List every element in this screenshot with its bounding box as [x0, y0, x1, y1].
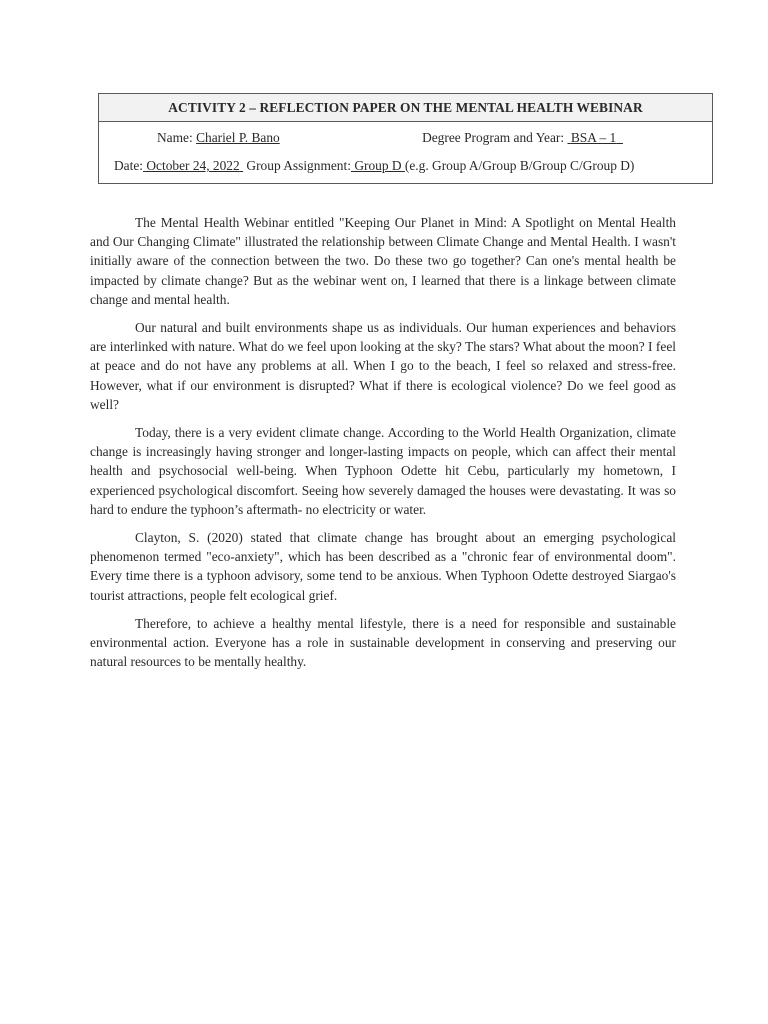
- document-title: ACTIVITY 2 – REFLECTION PAPER ON THE MENTAL HEALTH WEBINAR: [99, 94, 712, 122]
- paragraph-1: The Mental Health Webinar entitled "Keeping Our Planet in Mind: A Spotlight on Mental Health and Our Changing Climate" illustrated the relationship between Climate Change and Mental Health. I wasn't initially aware of the connection between the two. Do these two go together? Can one's mental health be impacted by climate change? But as the webinar went on, I learned that there is a linkage between climate change and mental health.: [90, 215, 676, 307]
- group-label: Group Assignment:: [246, 158, 351, 173]
- header-table: [98, 93, 713, 184]
- name-degree-row: [157, 130, 623, 146]
- degree-value: BSA – 1: [570, 130, 617, 145]
- group-hint: (e.g. Group A/Group B/Group C/Group D): [404, 158, 635, 173]
- paragraph-4: Clayton, S. (2020) stated that climate change has brought about an emerging psychological phenomenon termed "eco-anxiety", which has been described as a "chronic fear of environmental doom". Every time there is a typhoon advisory, some tend to be anxious. When Typhoon Odette destroyed Siargao's tourist attractions, people felt ecological grief.: [90, 530, 676, 603]
- header-fields: [99, 122, 712, 183]
- reflection-body: [90, 213, 676, 680]
- name-label: Name:: [157, 130, 193, 145]
- paragraph-3: Today, there is a very evident climate change. According to the World Health Organization, climate change is increasingly having stronger and longer-lasting impacts on people, which can affect their mental health and psychosocial well-being. When Typhoon Odette hit Cebu, particularly my hometown, I experienced psychological discomfort. Seeing how severely damaged the houses were devastating. It was so hard to endure the typhoon’s aftermath- no electricity or water.: [90, 425, 676, 517]
- paragraph-2: Our natural and built environments shape us as individuals. Our human experiences and behaviors are interlinked with nature. What do we feel upon looking at the sky? The stars? What about the moon? I feel at peace and do not have any problems at all. When I go to the beach, I feel so relaxed and stress-free. However, what if our environment is disrupted? What if there is ecological violence? Do we feel good as well?: [90, 320, 676, 412]
- date-group-row: [114, 158, 634, 174]
- group-value: Group D: [354, 158, 402, 173]
- name-value: Chariel P. Bano: [196, 130, 280, 145]
- degree-label: Degree Program and Year:: [422, 130, 565, 145]
- date-label: Date:: [114, 158, 143, 173]
- date-value: October 24, 2022: [146, 158, 240, 173]
- paragraph-5: Therefore, to achieve a healthy mental lifestyle, there is a need for responsible and sustainable environmental action. Everyone has a role in sustainable development in conserving and preserving our natural resources to be mentally healthy.: [90, 615, 676, 670]
